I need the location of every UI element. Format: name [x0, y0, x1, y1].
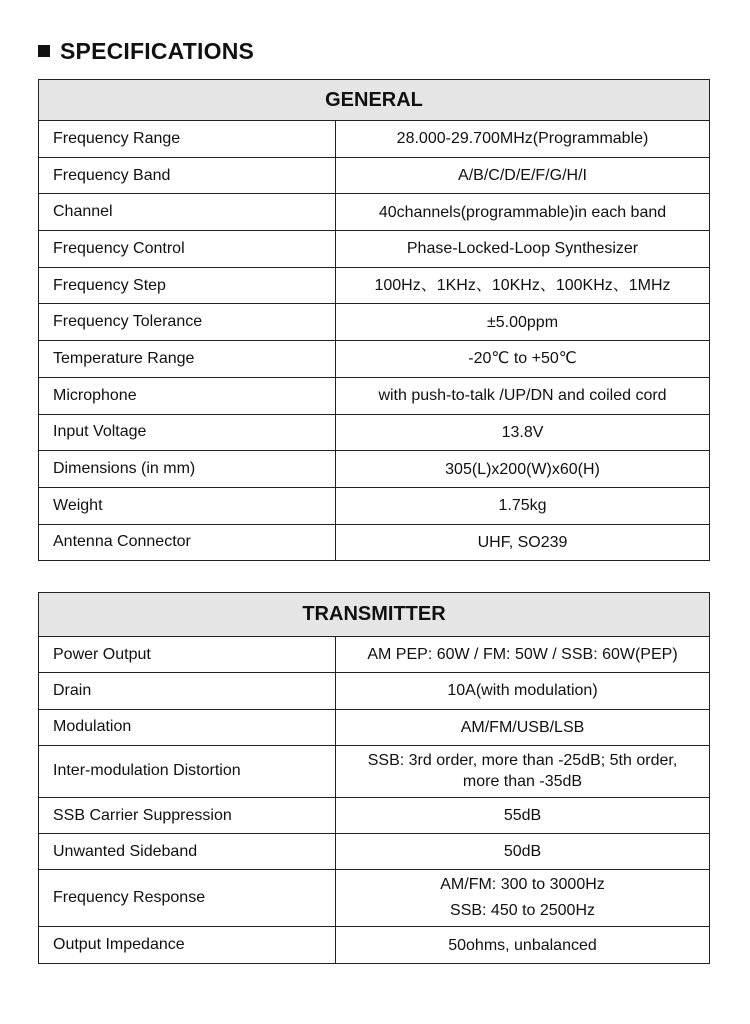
spec-value: 50dB	[336, 834, 710, 870]
table-row	[39, 927, 710, 963]
table-header-row	[39, 593, 710, 637]
spec-value: Phase-Locked-Loop Synthesizer	[336, 231, 710, 268]
table-header-row	[39, 80, 710, 121]
spec-value: ±5.00ppm	[336, 304, 710, 341]
table-row	[39, 157, 710, 194]
spec-value	[336, 745, 710, 797]
spec-value: 10A(with modulation)	[336, 673, 710, 709]
table-row	[39, 414, 710, 451]
spec-value: 55dB	[336, 797, 710, 833]
spec-value: 28.000-29.700MHz(Programmable)	[336, 121, 710, 158]
table-row	[39, 709, 710, 745]
spec-value: 1.75kg	[336, 487, 710, 524]
spec-label: Unwanted Sideband	[39, 834, 336, 870]
spec-value: 40channels(programmable)in each band	[336, 194, 710, 231]
spec-value: 50ohms, unbalanced	[336, 927, 710, 963]
spec-label: Modulation	[39, 709, 336, 745]
spec-label: Antenna Connector	[39, 524, 336, 561]
table-row	[39, 870, 710, 927]
spec-label: Channel	[39, 194, 336, 231]
spec-label: Output Impedance	[39, 927, 336, 963]
table-row	[39, 267, 710, 304]
spec-label: Frequency Step	[39, 267, 336, 304]
spec-value: 100Hz、1KHz、10KHz、100KHz、1MHz	[336, 267, 710, 304]
table-row	[39, 451, 710, 488]
spec-value: 305(L)x200(W)x60(H)	[336, 451, 710, 488]
spec-label: Frequency Tolerance	[39, 304, 336, 341]
spec-value: UHF, SO239	[336, 524, 710, 561]
spec-label: Weight	[39, 487, 336, 524]
spec-value: with push-to-talk /UP/DN and coiled cord	[336, 377, 710, 414]
spec-label: Drain	[39, 673, 336, 709]
table-row	[39, 637, 710, 673]
spec-label: SSB Carrier Suppression	[39, 797, 336, 833]
spec-label: Frequency Band	[39, 157, 336, 194]
spec-label: Frequency Range	[39, 121, 336, 158]
table-row	[39, 524, 710, 561]
spec-label: Input Voltage	[39, 414, 336, 451]
table-row	[39, 673, 710, 709]
spec-label: Temperature Range	[39, 341, 336, 378]
general-table-title: GENERAL	[39, 80, 710, 121]
table-row	[39, 834, 710, 870]
spec-value	[336, 870, 710, 927]
table-row	[39, 797, 710, 833]
table-row	[39, 745, 710, 797]
spec-label: Dimensions (in mm)	[39, 451, 336, 488]
spec-value-line: more than -35dB	[462, 773, 583, 791]
table-row	[39, 304, 710, 341]
spec-value: AM/FM/USB/LSB	[336, 709, 710, 745]
spec-value: AM PEP: 60W / FM: 50W / SSB: 60W(PEP)	[336, 637, 710, 673]
transmitter-table-title: TRANSMITTER	[39, 593, 710, 637]
general-spec-table	[38, 79, 710, 561]
table-row	[39, 121, 710, 158]
spec-value: -20℃ to +50℃	[336, 341, 710, 378]
spec-value: 13.8V	[336, 414, 710, 451]
transmitter-spec-table	[38, 592, 710, 964]
spec-value-line: SSB: 3rd order, more than -25dB; 5th order,	[367, 752, 678, 770]
section-heading	[38, 36, 254, 66]
page-title: SPECIFICATIONS	[60, 37, 255, 64]
table-row	[39, 487, 710, 524]
spec-label: Microphone	[39, 377, 336, 414]
spec-label: Frequency Response	[39, 870, 336, 927]
table-row	[39, 377, 710, 414]
square-bullet-icon	[38, 45, 50, 57]
spec-value: A/B/C/D/E/F/G/H/I	[336, 157, 710, 194]
table-row	[39, 341, 710, 378]
spec-label: Frequency Control	[39, 231, 336, 268]
table-row	[39, 231, 710, 268]
spec-label: Inter-modulation Distortion	[39, 745, 336, 797]
spec-value-line: SSB: 450 to 2500Hz	[450, 902, 595, 920]
spec-value-line: AM/FM: 300 to 3000Hz	[440, 876, 605, 894]
spec-label: Power Output	[39, 637, 336, 673]
table-row	[39, 194, 710, 231]
